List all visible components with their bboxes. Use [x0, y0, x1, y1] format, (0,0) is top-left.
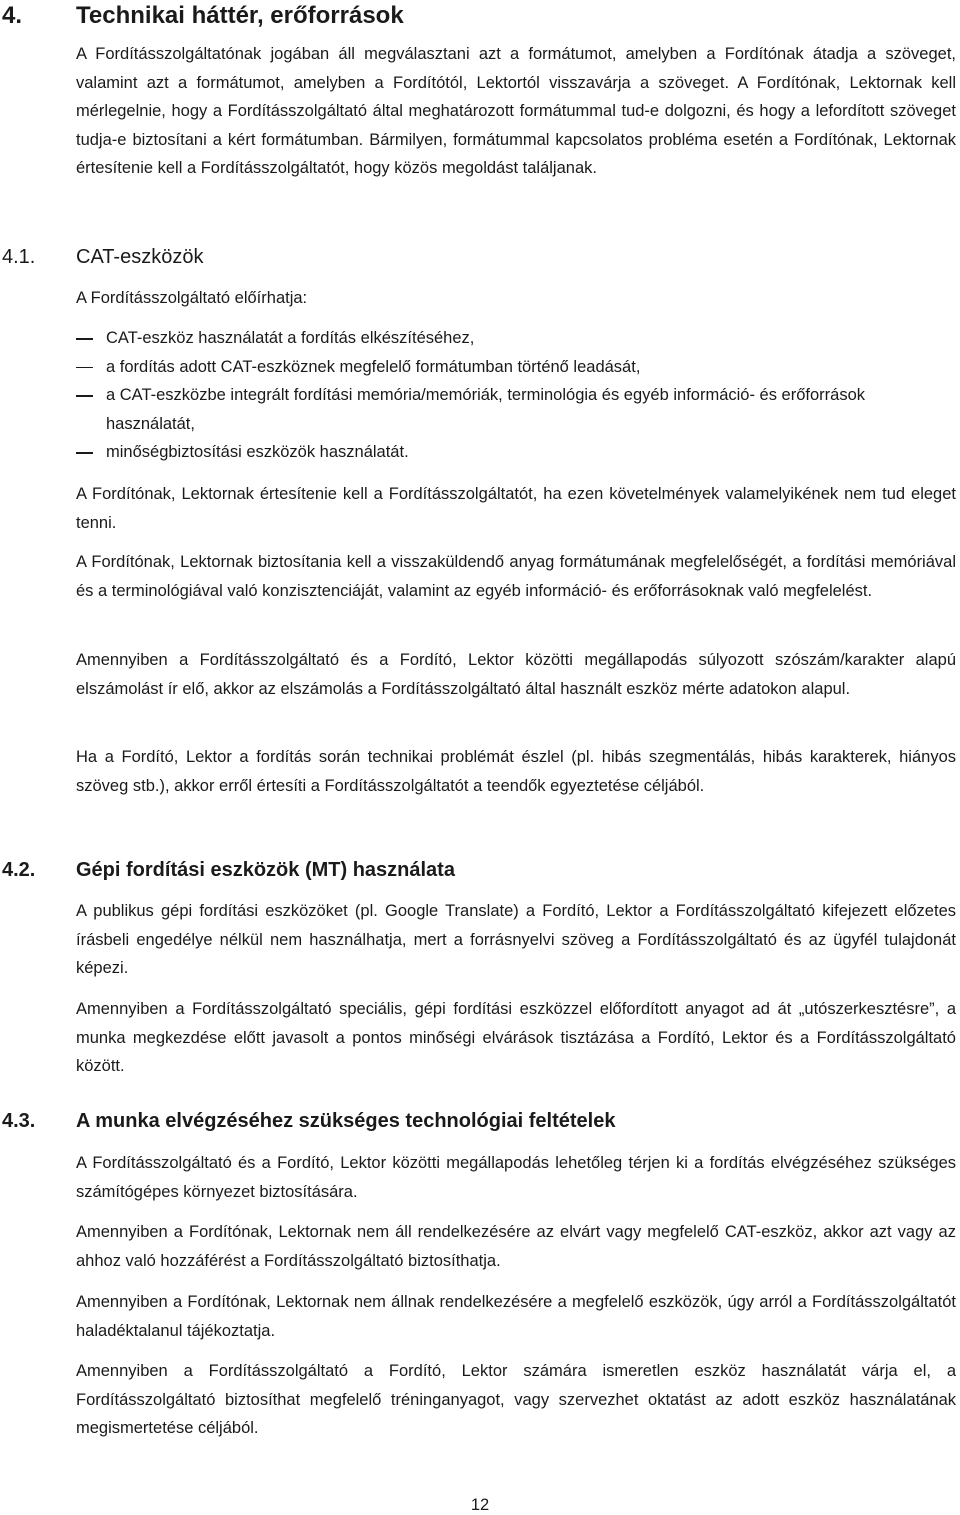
section-4-1-heading: [0, 244, 960, 270]
list-item: a fordítás adott CAT-eszköznek megfelelő formátumban történő leadását,: [76, 353, 956, 382]
section-number: 4.2.: [2, 859, 36, 881]
list-item: CAT-eszköz használatát a fordítás elkészítéséhez,: [76, 324, 956, 353]
section-title: CAT-eszközök: [76, 246, 204, 268]
section-4-2-heading: [0, 857, 960, 883]
section-4-1-paragraph-2: A Fordítónak, Lektornak biztosítania kell a visszaküldendő anyag formátumának megfelelőségét, a fordítási memóriával és a terminológiával való konzisztenciáját, valamint az egyéb információ- és erőforrásoknak való megfelelést.: [76, 553, 956, 600]
section-title: Gépi fordítási eszközök (MT) használata: [76, 859, 455, 881]
section-4-1-paragraph-1: A Fordítónak, Lektornak értesítenie kell a Fordításszolgáltatót, ha ezen követelmények valamelyikének nem tud eleget tenni.: [76, 485, 956, 532]
section-4-1-paragraph-4: Ha a Fordító, Lektor a fordítás során technikai problémát észlel (pl. hibás szegmentálás, hibás karakterek, hiányos szöveg stb.), akkor erről értesíti a Fordításszolgáltatót a teendők egyeztetése céljából.: [76, 748, 956, 795]
page-number: 12: [470, 1496, 490, 1514]
section-4-2-paragraph-1: A publikus gépi fordítási eszközöket (pl. Google Translate) a Fordító, Lektor a Fordításszolgáltató kifejezett előzetes írásbeli engedélye nélkül nem használhatja, mert a forrásnyelvi szöveg a Fordításszolgáltató és az ügyfél tulajdonát képezi.: [76, 902, 956, 977]
section-title: Technikai háttér, erőforrások: [76, 2, 404, 29]
requirements-list: [76, 324, 956, 467]
section-4-3-heading: [0, 1108, 960, 1134]
section-number: 4.3.: [2, 1110, 36, 1132]
dash-bullet-icon: [76, 395, 93, 397]
section-4-3-paragraph-2: Amennyiben a Fordítónak, Lektornak nem áll rendelkezésére az elvárt vagy megfelelő CAT-eszköz, akkor azt vagy az ahhoz való hozzáférést a Fordításszolgáltató biztosíthatja.: [76, 1223, 956, 1270]
section-4-3-paragraph-3: Amennyiben a Fordítónak, Lektornak nem állnak rendelkezésére a megfelelő eszközök, úgy arról a Fordításszolgáltatót haladéktalanul tájékoztatja.: [76, 1293, 956, 1340]
dash-bullet-icon: [76, 367, 93, 369]
section-4-2-paragraph-2: Amennyiben a Fordításszolgáltató speciális, gépi fordítási eszközzel előfordított anyagot ad át „utószerkesztésre”, a munka megkezdése előtt javasolt a pontos minőségi elvárások tisztázása a Fordító, Lektor és a Fordításszolgáltató között.: [76, 1000, 956, 1075]
section-4-3-paragraph-1: A Fordításszolgáltató és a Fordító, Lektor közötti megállapodás lehetőleg térjen ki a fordítás elvégzéséhez szükséges számítógépes környezet biztosítására.: [76, 1154, 956, 1201]
dash-bullet-icon: [76, 338, 93, 340]
list-item: minőségbiztosítási eszközök használatát.: [76, 438, 956, 467]
section-4-3-paragraph-4: Amennyiben a Fordításszolgáltató a Fordító, Lektor számára ismeretlen eszköz használatát várja el, a Fordításszolgáltató biztosíthat megfelelő tréninganyagot, vagy szervezhet oktatást az adott eszköz használatának megismertetése céljából.: [76, 1362, 956, 1437]
dash-bullet-icon: [76, 452, 93, 454]
section-number: 4.: [2, 2, 23, 29]
section-4-1-paragraph-3: Amennyiben a Fordításszolgáltató és a Fordító, Lektor közötti megállapodás súlyozott szószám/karakter alapú elszámolást ír elő, akkor az elszámolás a Fordításszolgáltató által használt eszköz mérte adatokon alapul.: [76, 651, 956, 698]
section-4-paragraph: A Fordításszolgáltatónak jogában áll megválasztani azt a formátumot, amelyben a Fordítónak átadja a szöveget, valamint azt a formátumot, amelyben a Fordítótól, Lektortól visszavárja a szöveget. A Fordítónak, Lektornak kell mérlegelnie, hogy a Fordításszolgáltató által meghatározott formátummal tud-e dolgozni, és hogy a lefordított szöveget tudja-e biztosítani a kért formátumban. Bármilyen, formátummal kapcsolatos probléma esetén a Fordítónak, Lektornak értesítenie kell a Fordításszolgáltatót, hogy közös megoldást találjanak.: [76, 45, 956, 177]
list-intro: A Fordításszolgáltató előírhatja:: [76, 289, 308, 307]
section-title: A munka elvégzéséhez szükséges technológiai feltételek: [76, 1110, 616, 1132]
list-item: a CAT-eszközbe integrált fordítási memória/memóriák, terminológia és egyéb információ- és erőforrások használatát,: [76, 381, 956, 438]
section-number: 4.1.: [2, 246, 36, 268]
